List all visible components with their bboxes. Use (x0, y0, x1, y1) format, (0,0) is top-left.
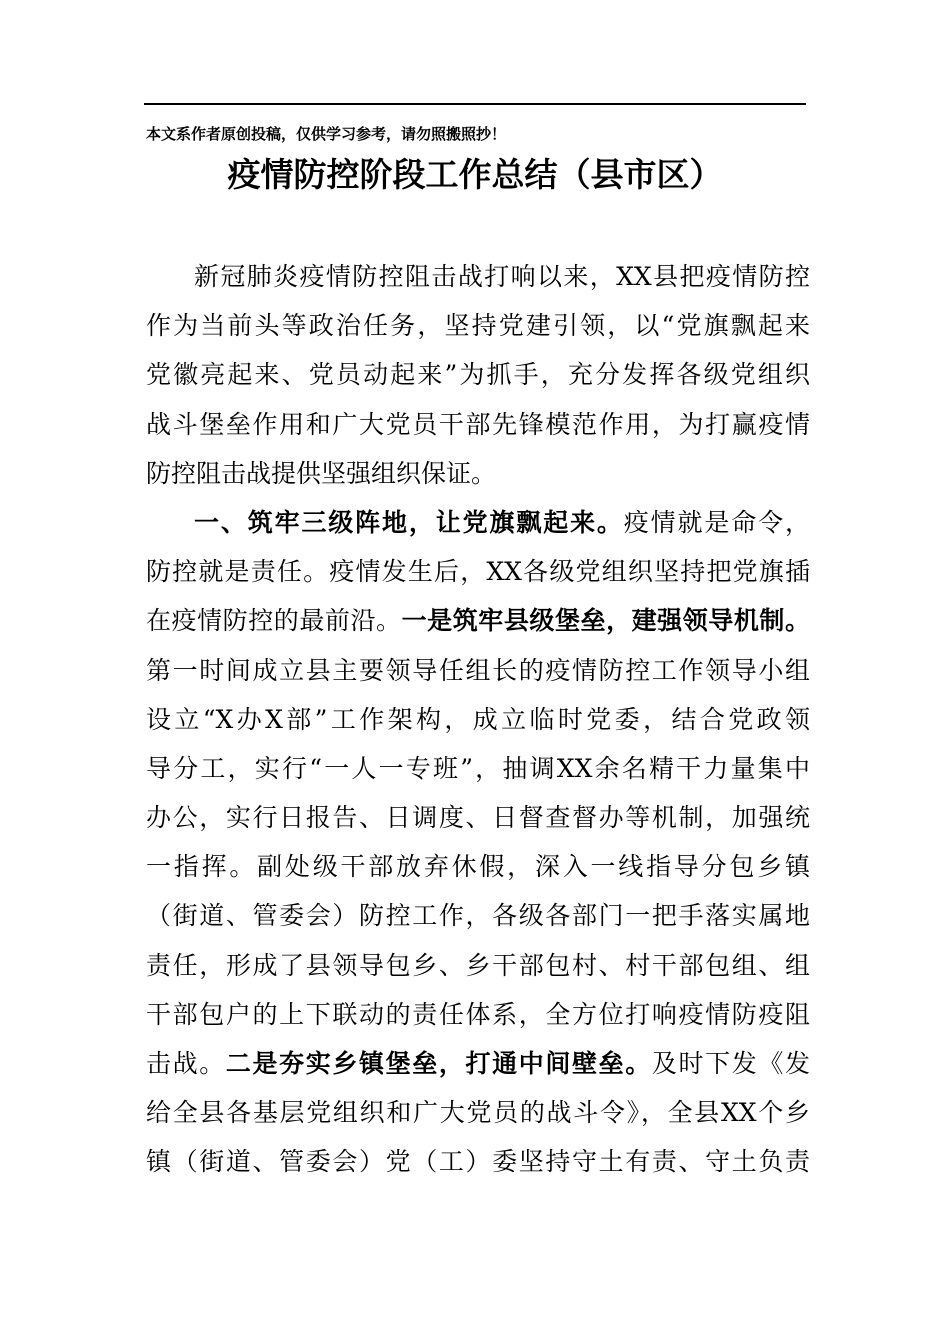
paragraph-line: 防控就是责任。疫情发生后，XX各级党组织坚持把党旗插 (146, 557, 810, 587)
paragraph-line: 镇（街道、管委会）党（工）委坚持守土有责、守土负责 (146, 1147, 810, 1177)
section-heading-line: 一、筑牢三级阵地，让党旗飘起来。疫情就是命令， (194, 507, 810, 537)
paragraph-line: 作为当前头等政治任务，坚持党建引领，以“党旗飘起来 (146, 311, 810, 341)
paragraph-line: 办公，实行日报告、日调度、日督查督办等机制，加强统 (146, 803, 810, 833)
paragraph-line: 设立“X办X部”工作架构，成立临时党委，结合党政领 (146, 704, 810, 734)
body-text (146, 252, 810, 1187)
sub-heading: 一是筑牢县级堡垒，建强领导机制。 (401, 606, 810, 636)
paragraph-line: （街道、管委会）防控工作，各级各部门一把手落实属地 (146, 901, 810, 931)
paragraph-line: 在疫情防控的最前沿。一是筑牢县级堡垒，建强领导机制。 (146, 606, 810, 636)
paragraph-line: 干部包户的上下联动的责任体系，全方位打响疫情防疫阻 (146, 999, 810, 1029)
paragraph-line: 党徽亮起来、党员动起来”为抓手，充分发挥各级党组织 (146, 360, 810, 390)
paragraph-line: 击战。二是夯实乡镇堡垒，打通中间壁垒。及时下发《发 (146, 1049, 810, 1078)
header-rule (144, 103, 806, 105)
paragraph-line: 战斗堡垒作用和广大党员干部先锋模范作用，为打赢疫情 (146, 409, 810, 439)
paragraph-line: 责任，形成了县领导包乡、乡干部包村、村干部包组、组 (146, 950, 810, 980)
copyright-notice: 本文系作者原创投稿，仅供学习参考，请勿照搬照抄！ (146, 125, 507, 143)
paragraph-line: 一指挥。副处级干部放弃休假，深入一线指导分包乡镇 (146, 852, 810, 882)
paragraph-line: 防控阻击战提供坚强组织保证。 (146, 458, 497, 488)
sub-heading: 二是夯实乡镇堡垒，打通中间壁垒。 (225, 1049, 652, 1078)
section-heading: 一、筑牢三级阵地，让党旗飘起来。 (194, 507, 624, 537)
paragraph-line: 新冠肺炎疫情防控阻击战打响以来，XX县把疫情防控 (194, 262, 810, 291)
paragraph-line: 给全县各基层党组织和广大党员的战斗令》，全县XX个乡 (146, 1098, 810, 1128)
document-title: 疫情防控阶段工作总结（县市区） (227, 155, 723, 194)
paragraph-line: 第一时间成立县主要领导任组长的疫情防控工作领导小组 (146, 655, 810, 685)
paragraph-line: 导分工，实行“一人一专班”，抽调XX余名精干力量集中 (146, 753, 810, 783)
